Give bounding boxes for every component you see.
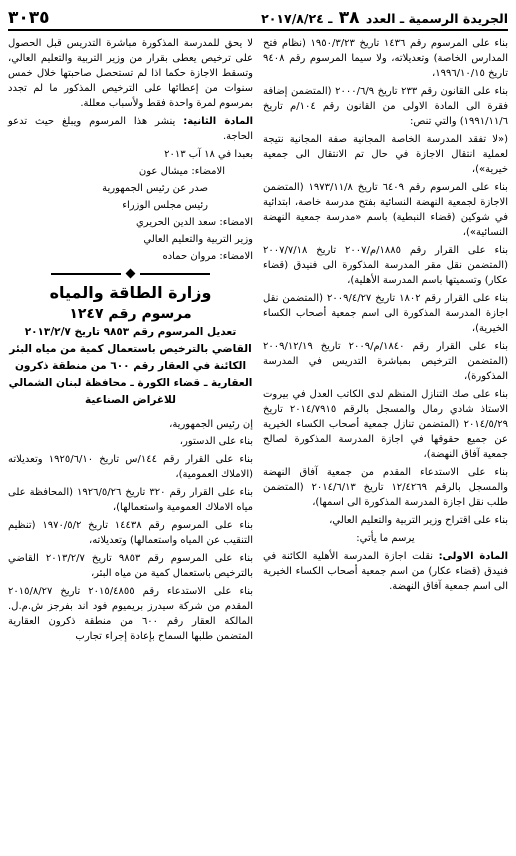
preamble-paragraph: بناء على القرار رقم ٣٢٠ تاريخ ١٩٢٦/٥/٢٦ (المحافظة على مياه الاملاك العمومية واستعمالها)، [8,487,253,513]
preamble-paragraph: بناء على القانون رقم ٢٣٣ تاريخ ٢٠٠٠/٦/٩ (المتضمن إضافة فقرة الى المادة الاولى من القانون رقم ١٠٤/م تاريخ ١٩٩١/١١/٦) والتي تنص: [263,86,508,127]
preamble-paragraph: بناء على المرسوم رقم ١٤٣٦ تاريخ ١٩٥٠/٣/٢٣ (نظام فتح المدارس الخاصة) وتعديلاته، ولا سيما المرسوم رقم ٩٤٠٨ تاريخ ١٩٩٦/١٠/١٥، [263,38,508,79]
signature-president: الامضاء: ميشال عون [138,166,225,177]
decree-intro: يرسم ما يأتي: [356,533,415,544]
page-number: ٣٠٣٥ [8,8,50,28]
pm-title: رئيس مجلس الوزراء [122,200,208,211]
issued-by: صدر عن رئيس الجمهورية [102,183,208,194]
preamble-paragraph: بناء على اقتراح وزير التربية والتعليم العالي، [329,515,508,526]
preamble-paragraph: بناء على المرسوم رقم ٦٤٠٩ تاريخ ١٩٧٣/١١/٨ (المتضمن الاجازة لجمعية النهضة النسائية بفتح مدرسة خاصة، ابتدائية في شوكين (قضاء النبطية) باسم «مدرسة جمعية النهضة النسائية»)، [263,182,508,238]
journal-heading [261,8,508,28]
divider-line [51,273,121,275]
article-one [263,549,508,594]
article-two [8,114,253,144]
preamble-paragraph: بناء على المرسوم رقم ١٤٤٣٨ تاريخ ١٩٧٠/٥/٢ (تنظيم التنقيب عن المياه واستعمالها) وتعديلاته، [8,520,253,546]
quoted-clause: («لا تفقد المدرسة الخاصة المجانية صفة المجانية نتيجة لعملية انتقال الاجازة في حال تم الانتقال الى جمعية خيرية»)، [263,134,508,175]
article-continuation: لا يحق للمدرسة المذكورة مباشرة التدريس قبل الحصول على ترخيص يعطى بقرار من وزير التربية والتعليم العالي، وتسقط الاجازة حكما اذا لم تستحصل صاحبتها خلال خمس سنوات من إعطائها على الترخيص المذكور ما لم تجدد بمرسوم لمرة واحدة فقط ولأسباب معللة. [8,38,253,109]
preamble-paragraph: بناء على الاستدعاء رقم ٢٠١٥/٤٨٥٥ تاريخ ٢٠١٥/٨/٢٧ المقدم من شركة سيدرز بريميوم فود اند بفرجز ش.م.ل. المالكة العقار رقم ٦٠٠ من منطقة ذكرون العقارية المتضمن طلبها السماح بإعادة إجراء تجارب [8,586,253,642]
article-two-label: المادة الثانية: [183,116,254,127]
decree-number: مرسوم رقم ١٢٤٧ [69,306,192,322]
journal-title: الجريدة الرسمية ـ العدد [365,11,508,26]
sign-date: بعبدا في ١٨ آب ٢٠١٣ [164,149,253,160]
preamble-paragraph: بناء على صك التنازل المنظم لدى الكاتب العدل في بيروت الاستاذ شادي رمال والمسجل بالرقم ٢٠١٤/٧٩١٥ تاريخ ٢٠١٤/٥/٢٩ (المتضمن تنازل جمعية أصحاب الكساء الخيرية عن جميع حقوقها في اجازة المدرسة المذكورة لصالح جمعية آفاق النهضة)، [263,389,508,460]
minister-title: وزير التربية والتعليم العالي [143,234,253,245]
section-divider [8,270,253,277]
preamble-paragraph: بناء على القرار رقم ١٨٨٥/م/٢٠٠٧ تاريخ ٢٠٠٧/٧/١٨ (المتضمن نقل مقر المدرسة المذكورة الى فنيدق (قضاء عكار) وتسميتها باسم المدرسة الأهلية)، [263,245,508,286]
divider-diamond-icon [126,269,136,279]
article-one-label: المادة الاولى: [438,551,508,562]
decree-title: تعديل المرسوم رقم ٩٨٥٣ تاريخ ٢٠١٣/٢/٧ القاضي بالترخيص باستعمال كمية من مياه البئر الكائنة في العقار رقم ٦٠٠ من منطقة ذكرون العقارية ـ قضاء الكورة ـ محافظة لبنان الشمالي للاغراض الصناعية [8,326,253,406]
signature-minister: الامضاء: مروان حماده [162,251,253,262]
issue-date: ـ ٢٠١٧/٨/٢٤ [261,11,333,26]
issue-number: ٣٨ [338,8,360,28]
president-line: إن رئيس الجمهورية، [169,419,253,430]
preamble-paragraph: بناء على القرار رقم ١٨٠٢ تاريخ ٢٠٠٩/٤/٢٧ (المتضمن نقل اجازة المدرسة المذكورة الى اسم جمعية أصحاب الكساء الخيرية)، [263,293,508,334]
preamble-paragraph: بناء على الاستدعاء المقدم من جمعية آفاق النهضة والمسجل بالرقم ١٢/٤٢٦٩ تاريخ ٢٠١٤/٦/١٣ (المتضمن طلب نقل اجازة المدرسة المذكورة الى اسمها)، [263,467,508,508]
divider-line [140,273,210,275]
two-column-body [8,36,508,647]
constitution-line: بناء على الدستور، [179,436,253,447]
right-column [263,36,508,647]
ministry-heading: وزارة الطاقة والمياه [49,283,212,302]
left-column [8,36,253,647]
page-header [8,6,508,31]
preamble-paragraph: بناء على القرار رقم ١٤٤/س تاريخ ١٩٢٥/٦/١٠ وتعديلاته (الاملاك العمومية)، [8,454,253,480]
article-one-text: نقلت اجازة المدرسة الأهلية الكائنة في فنيدق (قضاء عكار) من اسم جمعية أصحاب الكساء الخيرية الى اسم جمعية آفاق النهضة. [263,551,508,592]
preamble-paragraph: بناء على القرار رقم ١٨٤٠/م/٢٠٠٩ تاريخ ٢٠٠٩/١٢/١٩ (المتضمن الترخيص بمباشرة التدريس في المدرسة المذكورة)، [263,341,508,382]
article-two-text: ينشر هذا المرسوم ويبلغ حيث تدعو الحاجة. [8,116,253,142]
preamble-paragraph: بناء على المرسوم رقم ٩٨٥٣ تاريخ ٢٠١٣/٢/٧ القاضي بالترخيص باستعمال كمية من مياه البئر، [8,553,253,579]
signature-pm: الامضاء: سعد الدين الحريري [135,217,253,228]
